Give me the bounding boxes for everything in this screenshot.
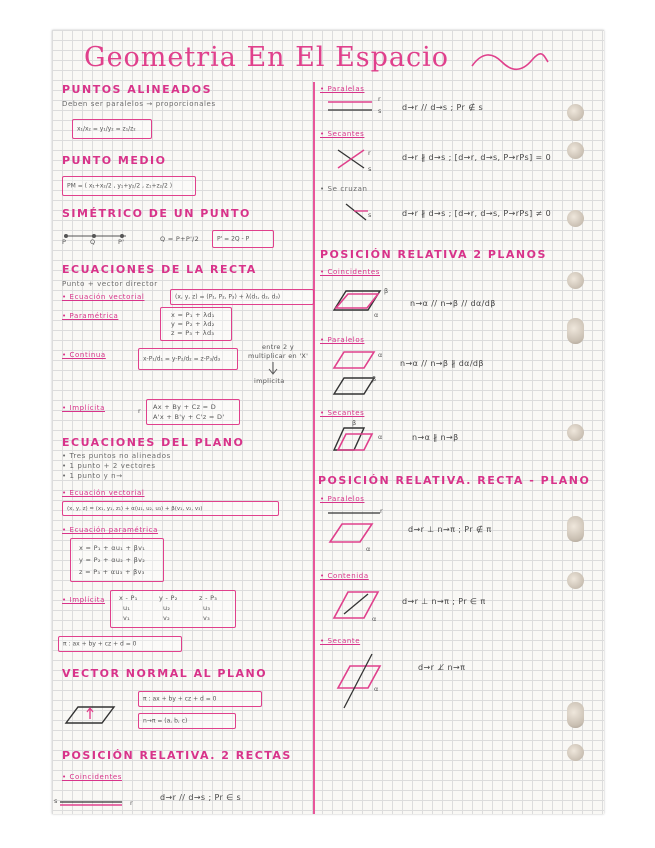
- label-rp-paralelos: • Paralelos: [320, 495, 365, 503]
- label-rectas-secantes: • Secantes: [320, 130, 365, 138]
- secantes-label-beta: β: [352, 419, 357, 427]
- heading-simetrico: SIMÉTRICO DE UN PUNTO: [62, 207, 251, 220]
- binder-hole: [567, 104, 584, 121]
- note-punto-vector: Punto + vector director: [62, 280, 158, 288]
- formula-box-recta-continua: [138, 348, 238, 370]
- line-label-r: r: [130, 799, 133, 807]
- formula-box-recta-vectorial: [170, 289, 314, 305]
- formula-rectas-cruzan: d→r ∦ d→s ; [d→r, d→s, P→rPs] ≠ 0: [402, 209, 552, 218]
- binder-hole: [567, 272, 584, 289]
- plano-bullet-2: • 1 punto + 2 vectores: [62, 462, 156, 470]
- formula-p-prime: P' = 2Q - P: [217, 235, 250, 243]
- formula-plano-vectorial: (x, y, z) = (x₁, y₁, z₁) + α(u₁, u₂, u₃) + β(v₁, v₂, v₃): [67, 505, 203, 512]
- label-plano-parametrica: • Ecuación paramétrica: [62, 526, 159, 534]
- arrow-down-icon: [268, 362, 278, 376]
- coincident-lines-figure: [60, 800, 126, 808]
- det-r0c0: x - P₁: [119, 594, 138, 602]
- column-divider: [313, 82, 315, 814]
- formula-q-midpoint: Q = P+P'/2: [160, 235, 200, 243]
- label-rectas-coincidentes: • Coincidentes: [62, 773, 122, 781]
- formula-alineados: x₁/x₂ = y₁/y₂ = z₁/z₂: [77, 125, 136, 133]
- formula-planos-paralelos: n→α // n→β ∦ dα/dβ: [400, 359, 484, 368]
- formula-rectas-coincidentes: d→r // d→s ; Pr ∈ s: [160, 793, 242, 802]
- secantes-label-s: s: [368, 165, 372, 173]
- formula-punto-medio: PM = ( x₁+x₂/2 , y₁+y₂/2 , z₁+z₂/2 ): [67, 182, 173, 190]
- det-r1c0: u₁: [123, 604, 131, 612]
- plane-normal-figure: [66, 703, 116, 725]
- rp-paralelos-label-alpha: α: [366, 545, 371, 553]
- formula-recta-continua: x-P₁/d₁ = y-P₂/d₂ = z-P₃/d₃: [143, 355, 221, 363]
- binder-hole: [567, 424, 584, 441]
- heading-vector-normal: VECTOR NORMAL AL PLANO: [62, 667, 268, 680]
- label-recta-implicita: • Implícita: [62, 404, 105, 412]
- label-recta-parametrica: • Paramétrica: [62, 312, 119, 320]
- continua-note-multiplicar: multiplicar en 'X': [248, 352, 309, 360]
- label-planos-paralelos: • Paralelos: [320, 336, 365, 344]
- coincidentes-label-alpha: α: [374, 311, 379, 319]
- continua-note-implicita: implicita: [254, 377, 285, 385]
- secant-lines-figure: [336, 148, 366, 170]
- formula-box-alineados: [72, 119, 152, 139]
- recta-parametrica-line-y: y = P₂ + λd₂: [171, 320, 215, 328]
- secantes-label-r: r: [368, 149, 371, 157]
- formula-box-normal-eq: [138, 691, 262, 707]
- point-label-q: Q: [90, 238, 96, 246]
- formula-box-plano-vectorial: [62, 501, 279, 516]
- recta-implicita-line-2: A'x + B'y + C'z = D': [153, 413, 225, 421]
- parallel-planes-figure: [332, 350, 376, 398]
- paralelas-label-r: r: [378, 95, 381, 103]
- formula-rectas-secantes: d→r ∦ d→s ; [d→r, d→s, P→rPs] = 0: [402, 153, 552, 162]
- formula-box-recta-implicita: [146, 399, 240, 425]
- secant-planes-figure: [330, 424, 376, 454]
- det-r2c0: v₁: [123, 614, 131, 622]
- secante-label-alpha: α: [374, 685, 379, 693]
- det-r0c2: z - P₃: [199, 594, 218, 602]
- cruzan-label-s: s: [368, 211, 372, 219]
- heading-ecuaciones-plano: ECUACIONES DEL PLANO: [62, 436, 245, 449]
- formula-normal-eq: π : ax + by + cz + d = 0: [143, 695, 217, 703]
- formula-plano-general: π : ax + by + cz + d = 0: [63, 640, 137, 648]
- formula-rp-paralelos: d→r ⊥ n→π ; Pr ∉ π: [408, 525, 492, 534]
- det-r1c2: u₃: [203, 604, 211, 612]
- recta-parametrica-line-x: x = P₁ + λd₁: [171, 311, 215, 319]
- heading-punto-medio: PUNTO MEDIO: [62, 154, 167, 167]
- point-label-p: P: [62, 238, 67, 246]
- heading-pos-rectas: POSICIÓN RELATIVA. 2 RECTAS: [62, 749, 292, 762]
- heading-pos-recta-plano: POSICIÓN RELATIVA. RECTA - PLANO: [318, 474, 591, 487]
- parallel-lines-figure: [328, 99, 376, 113]
- formula-box-normal-vector: [138, 713, 236, 729]
- plano-bullet-1: • Tres puntos no alineados: [62, 452, 171, 460]
- binder-hole: [567, 210, 584, 227]
- label-planos-coincidentes: • Coincidentes: [320, 268, 380, 276]
- formula-box-punto-medio: [62, 176, 196, 196]
- formula-box-simetrico: [212, 230, 274, 248]
- recta-implicita-line-1: Ax + By + Cz = D: [153, 403, 217, 411]
- label-rp-contenida: • Contenida: [320, 572, 369, 580]
- binder-hole: [567, 516, 584, 542]
- binder-hole: [567, 744, 584, 761]
- label-rectas-cruzan: • Se cruzan: [320, 185, 368, 193]
- label-rectas-paralelas: • Paralelas: [320, 85, 365, 93]
- label-recta-continua: • Continua: [62, 351, 106, 359]
- formula-rp-contenida: d→r ⊥ n→π ; Pr ∈ π: [402, 597, 486, 606]
- coincidentes-label-beta: β: [384, 287, 389, 295]
- formula-box-recta-parametrica: [160, 307, 232, 341]
- paralelas-label-s: s: [378, 107, 382, 115]
- line-label-s: s: [54, 797, 58, 805]
- formula-box-plano-parametrica: [70, 538, 164, 582]
- implicita-r-prefix: r: [138, 407, 141, 415]
- contenida-label-alpha: α: [372, 615, 377, 623]
- plano-parametrica-line-x: x = P₁ + αu₁ + βv₁: [79, 544, 146, 552]
- label-rp-secante: • Secante: [320, 637, 361, 645]
- formula-planos-secantes: n→α ∦ n→β: [412, 433, 459, 442]
- secantes-label-alpha: α: [378, 433, 383, 441]
- label-plano-implicita: • Implícita: [62, 596, 105, 604]
- note-proporcionales: Deben ser paralelos → proporcionales: [62, 100, 216, 108]
- plano-parametrica-line-z: z = P₃ + αu₃ + βv₃: [79, 568, 145, 576]
- page-title: Geometria En El Espacio: [84, 42, 450, 73]
- formula-planos-coincidentes: n→α // n→β // dα/dβ: [410, 299, 496, 308]
- det-r2c1: v₂: [163, 614, 171, 622]
- det-r2c2: v₃: [203, 614, 211, 622]
- plano-bullet-3: • 1 punto y n→: [62, 472, 123, 480]
- line-parallel-plane-figure: [326, 507, 383, 546]
- formula-rp-secante: d→r ⊥̸ n→π: [418, 663, 466, 672]
- label-planos-secantes: • Secantes: [320, 409, 365, 417]
- formula-box-plano-implicita: [110, 590, 236, 628]
- paralelos-label-beta: β: [372, 375, 377, 383]
- formula-box-plano-general: [58, 636, 182, 652]
- rp-paralelos-label-r: r: [380, 507, 383, 515]
- skew-lines-figure: [344, 202, 370, 222]
- det-r1c1: u₂: [163, 604, 171, 612]
- plano-parametrica-line-y: y = P₂ + αu₂ + βv₂: [79, 556, 146, 564]
- heading-pos-planos: POSICIÓN RELATIVA 2 PLANOS: [320, 248, 547, 261]
- det-r0c1: y - P₂: [159, 594, 178, 602]
- binder-hole: [567, 702, 584, 728]
- binder-hole: [567, 142, 584, 159]
- heading-ecuaciones-recta: ECUACIONES DE LA RECTA: [62, 263, 257, 276]
- formula-rectas-paralelas: d→r // d→s ; Pr ∉ s: [402, 103, 484, 112]
- continua-note-entre: entre 2 y: [262, 343, 295, 351]
- label-recta-vectorial: • Ecuación vectorial: [62, 293, 145, 301]
- heading-puntos-alineados: PUNTOS ALINEADOS: [62, 83, 213, 96]
- paralelos-label-alpha: α: [378, 351, 383, 359]
- formula-normal-vector: n→π = (a, b, c): [143, 717, 188, 725]
- line-secant-plane-figure: [336, 652, 384, 710]
- title-flourish: [470, 52, 550, 72]
- notebook-page: [52, 30, 604, 814]
- label-plano-vectorial: • Ecuación vectorial: [62, 489, 145, 497]
- formula-recta-vectorial: (x, y, z) = (P₁, P₂, P₃) + λ(d₁, d₂, d₃): [175, 293, 281, 301]
- recta-parametrica-line-z: z = P₃ + λd₃: [171, 329, 215, 337]
- binder-hole: [567, 318, 584, 344]
- binder-hole: [567, 572, 584, 589]
- point-label-p-prime: P': [118, 238, 125, 246]
